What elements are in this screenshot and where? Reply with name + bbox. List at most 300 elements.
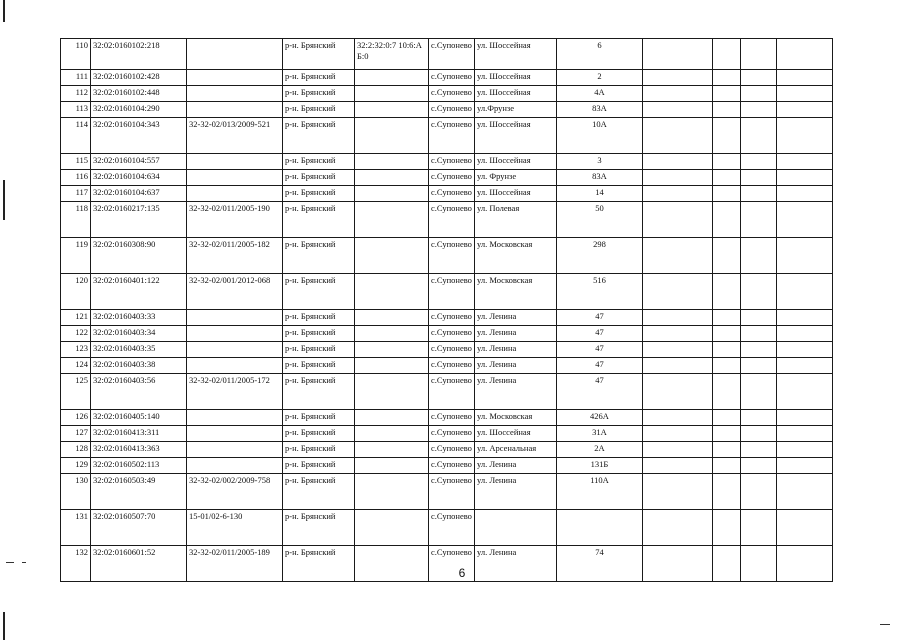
settlement-cell: с.Супонево (429, 186, 475, 202)
empty-cell-cell (777, 458, 833, 474)
empty-cell-cell (713, 326, 741, 342)
empty-cell-cell (777, 358, 833, 374)
house-number-cell: 14 (557, 186, 643, 202)
cadastral-number-cell: 32:02:0160405:140 (91, 410, 187, 426)
row-number-cell: 110 (61, 39, 91, 70)
street-cell: ул. Шоссейная (475, 39, 557, 70)
district-cell: р-н. Брянский (283, 310, 355, 326)
empty-cell-cell (741, 310, 777, 326)
empty-cell-cell (741, 154, 777, 170)
registration-number-cell: 32-32-02/011/2005-182 (187, 238, 283, 274)
object-code-cell (355, 274, 429, 310)
empty-cell-cell (643, 510, 713, 546)
empty-cell-cell (713, 474, 741, 510)
house-number-cell: 110А (557, 474, 643, 510)
empty-cell-cell (643, 86, 713, 102)
empty-cell-cell (643, 326, 713, 342)
empty-cell-cell (777, 426, 833, 442)
row-number-cell: 122 (61, 326, 91, 342)
empty-cell-cell (713, 274, 741, 310)
registration-number-cell: 32-32-02/011/2005-172 (187, 374, 283, 410)
cadastral-number-cell: 32:02:0160503:49 (91, 474, 187, 510)
empty-cell-cell (643, 474, 713, 510)
settlement-cell: с.Супонево (429, 326, 475, 342)
registration-number-cell: 32-32-02/001/2012-068 (187, 274, 283, 310)
street-cell: ул. Шоссейная (475, 186, 557, 202)
cadastral-number-cell: 32:02:0160104:637 (91, 186, 187, 202)
empty-cell-cell (777, 326, 833, 342)
table-row (61, 342, 833, 358)
table-row (61, 358, 833, 374)
empty-cell-cell (643, 238, 713, 274)
row-number-cell: 113 (61, 102, 91, 118)
cadastral-number-cell: 32:02:0160403:33 (91, 310, 187, 326)
district-cell: р-н. Брянский (283, 326, 355, 342)
empty-cell-cell (713, 310, 741, 326)
house-number-cell: 2 (557, 70, 643, 86)
empty-cell-cell (741, 102, 777, 118)
empty-cell-cell (713, 186, 741, 202)
row-number-cell: 128 (61, 442, 91, 458)
district-cell: р-н. Брянский (283, 170, 355, 186)
empty-cell-cell (777, 474, 833, 510)
empty-cell-cell (713, 374, 741, 410)
district-cell: р-н. Брянский (283, 510, 355, 546)
object-code-cell (355, 202, 429, 238)
object-code-cell (355, 374, 429, 410)
district-cell: р-н. Брянский (283, 86, 355, 102)
settlement-cell: с.Супонево (429, 342, 475, 358)
row-number-cell: 121 (61, 310, 91, 326)
cadastral-number-cell: 32:02:0160104:634 (91, 170, 187, 186)
cadastral-number-cell: 32:02:0160601:52 (91, 546, 187, 582)
cadastral-number-cell: 32:02:0160502:113 (91, 458, 187, 474)
object-code-cell (355, 326, 429, 342)
empty-cell-cell (777, 274, 833, 310)
empty-cell-cell (777, 310, 833, 326)
district-cell: р-н. Брянский (283, 274, 355, 310)
registration-number-cell (187, 426, 283, 442)
empty-cell-cell (643, 310, 713, 326)
empty-cell-cell (741, 170, 777, 186)
settlement-cell: с.Супонево (429, 86, 475, 102)
empty-cell-cell (777, 442, 833, 458)
row-number-cell: 118 (61, 202, 91, 238)
house-number-cell: 298 (557, 238, 643, 274)
empty-cell-cell (713, 170, 741, 186)
table-row (61, 70, 833, 86)
object-code-cell (355, 426, 429, 442)
empty-cell-cell (777, 70, 833, 86)
street-cell: ул. Ленина (475, 326, 557, 342)
empty-cell-cell (643, 70, 713, 86)
empty-cell-cell (643, 274, 713, 310)
row-number-cell: 116 (61, 170, 91, 186)
settlement-cell: с.Супонево (429, 70, 475, 86)
registration-number-cell (187, 458, 283, 474)
empty-cell-cell (713, 342, 741, 358)
object-code-cell (355, 70, 429, 86)
object-code-cell (355, 102, 429, 118)
object-code-cell: 32:2:32:0:7 10:6:АБ:0 (355, 39, 429, 70)
empty-cell-cell (777, 102, 833, 118)
scan-speck (22, 562, 26, 563)
registration-number-cell (187, 410, 283, 426)
object-code-cell (355, 118, 429, 154)
object-code-cell (355, 170, 429, 186)
district-cell: р-н. Брянский (283, 39, 355, 70)
empty-cell-cell (777, 170, 833, 186)
street-cell: ул. Ленина (475, 474, 557, 510)
house-number-cell (557, 510, 643, 546)
settlement-cell: с.Супонево (429, 310, 475, 326)
empty-cell-cell (777, 118, 833, 154)
empty-cell-cell (741, 546, 777, 582)
empty-cell-cell (643, 102, 713, 118)
empty-cell-cell (713, 118, 741, 154)
row-number-cell: 111 (61, 70, 91, 86)
settlement-cell: с.Супонево (429, 39, 475, 70)
cadastral-number-cell: 32:02:0160102:428 (91, 70, 187, 86)
empty-cell-cell (643, 186, 713, 202)
empty-cell-cell (713, 426, 741, 442)
cadastral-number-cell: 32:02:0160308:90 (91, 238, 187, 274)
empty-cell-cell (741, 86, 777, 102)
street-cell: ул. Шоссейная (475, 70, 557, 86)
table-row (61, 238, 833, 274)
empty-cell-cell (741, 274, 777, 310)
district-cell: р-н. Брянский (283, 426, 355, 442)
object-code-cell (355, 546, 429, 582)
page-number: 6 (458, 566, 466, 580)
empty-cell-cell (713, 546, 741, 582)
register-rows (61, 39, 833, 582)
house-number-cell: 50 (557, 202, 643, 238)
settlement-cell: с.Супонево (429, 474, 475, 510)
table-row (61, 474, 833, 510)
empty-cell-cell (777, 410, 833, 426)
cadastral-number-cell: 32:02:0160413:363 (91, 442, 187, 458)
empty-cell-cell (777, 546, 833, 582)
empty-cell-cell (777, 202, 833, 238)
object-code-cell (355, 86, 429, 102)
object-code-cell (355, 358, 429, 374)
settlement-cell: с.Супонево (429, 546, 475, 582)
table-row (61, 86, 833, 102)
street-cell: ул. Арсенальная (475, 442, 557, 458)
district-cell: р-н. Брянский (283, 342, 355, 358)
house-number-cell: 47 (557, 358, 643, 374)
empty-cell-cell (741, 510, 777, 546)
row-number-cell: 125 (61, 374, 91, 410)
cadastral-number-cell: 32:02:0160507:70 (91, 510, 187, 546)
registration-number-cell (187, 310, 283, 326)
settlement-cell: с.Супонево (429, 274, 475, 310)
registration-number-cell (187, 154, 283, 170)
row-number-cell: 129 (61, 458, 91, 474)
registration-number-cell: 32-32-02/013/2009-521 (187, 118, 283, 154)
object-code-cell (355, 410, 429, 426)
row-number-cell: 112 (61, 86, 91, 102)
cadastral-number-cell: 32:02:0160102:218 (91, 39, 187, 70)
cadastral-number-cell: 32:02:0160102:448 (91, 86, 187, 102)
house-number-cell: 31А (557, 426, 643, 442)
row-number-cell: 120 (61, 274, 91, 310)
scan-margin-mark (3, 0, 5, 22)
settlement-cell: с.Супонево (429, 102, 475, 118)
house-number-cell: 4А (557, 86, 643, 102)
empty-cell-cell (777, 510, 833, 546)
cadastral-number-cell: 32:02:0160104:290 (91, 102, 187, 118)
street-cell: ул. Ленина (475, 310, 557, 326)
empty-cell-cell (741, 326, 777, 342)
empty-cell-cell (643, 426, 713, 442)
table-row (61, 458, 833, 474)
district-cell: р-н. Брянский (283, 458, 355, 474)
row-number-cell: 119 (61, 238, 91, 274)
registration-number-cell (187, 86, 283, 102)
row-number-cell: 115 (61, 154, 91, 170)
settlement-cell: с.Супонево (429, 238, 475, 274)
district-cell: р-н. Брянский (283, 410, 355, 426)
house-number-cell: 2А (557, 442, 643, 458)
empty-cell-cell (643, 118, 713, 154)
street-cell: ул. Московская (475, 274, 557, 310)
empty-cell-cell (643, 442, 713, 458)
row-number-cell: 131 (61, 510, 91, 546)
empty-cell-cell (777, 186, 833, 202)
street-cell: ул. Фрунзе (475, 170, 557, 186)
empty-cell-cell (713, 154, 741, 170)
table-row (61, 118, 833, 154)
district-cell: р-н. Брянский (283, 546, 355, 582)
registration-number-cell: 32-32-02/002/2009-758 (187, 474, 283, 510)
registration-number-cell (187, 442, 283, 458)
empty-cell-cell (741, 442, 777, 458)
scan-speck (880, 624, 890, 625)
empty-cell-cell (713, 102, 741, 118)
street-cell: ул. Ленина (475, 342, 557, 358)
empty-cell-cell (777, 238, 833, 274)
empty-cell-cell (741, 39, 777, 70)
house-number-cell: 131Б (557, 458, 643, 474)
empty-cell-cell (741, 202, 777, 238)
settlement-cell: с.Супонево (429, 358, 475, 374)
scan-margin-mark (3, 180, 5, 220)
district-cell: р-н. Брянский (283, 202, 355, 238)
empty-cell-cell (777, 374, 833, 410)
scan-margin-mark (3, 612, 5, 640)
district-cell: р-н. Брянский (283, 442, 355, 458)
district-cell: р-н. Брянский (283, 102, 355, 118)
table-row (61, 374, 833, 410)
registration-number-cell (187, 186, 283, 202)
street-cell: ул. Шоссейная (475, 118, 557, 154)
row-number-cell: 124 (61, 358, 91, 374)
empty-cell-cell (741, 458, 777, 474)
table-row (61, 310, 833, 326)
cadastral-number-cell: 32:02:0160104:557 (91, 154, 187, 170)
scan-speck (6, 562, 14, 563)
row-number-cell: 117 (61, 186, 91, 202)
table-row (61, 410, 833, 426)
house-number-cell: 47 (557, 326, 643, 342)
table-row (61, 202, 833, 238)
street-cell: ул. Шоссейная (475, 426, 557, 442)
house-number-cell: 426А (557, 410, 643, 426)
empty-cell-cell (643, 39, 713, 70)
empty-cell-cell (713, 202, 741, 238)
settlement-cell: с.Супонево (429, 170, 475, 186)
district-cell: р-н. Брянский (283, 474, 355, 510)
table-row (61, 546, 833, 582)
empty-cell-cell (643, 458, 713, 474)
settlement-cell: с.Супонево (429, 154, 475, 170)
row-number-cell: 114 (61, 118, 91, 154)
empty-cell-cell (741, 410, 777, 426)
row-number-cell: 132 (61, 546, 91, 582)
cadastral-number-cell: 32:02:0160217:135 (91, 202, 187, 238)
house-number-cell: 74 (557, 546, 643, 582)
district-cell: р-н. Брянский (283, 374, 355, 410)
empty-cell-cell (777, 154, 833, 170)
object-code-cell (355, 154, 429, 170)
empty-cell-cell (643, 170, 713, 186)
house-number-cell: 47 (557, 310, 643, 326)
cadastral-number-cell: 32:02:0160403:56 (91, 374, 187, 410)
empty-cell-cell (741, 342, 777, 358)
street-cell: ул. Ленина (475, 358, 557, 374)
object-code-cell (355, 186, 429, 202)
empty-cell-cell (741, 426, 777, 442)
row-number-cell: 130 (61, 474, 91, 510)
row-number-cell: 126 (61, 410, 91, 426)
table-row (61, 39, 833, 70)
register-table (60, 38, 833, 582)
empty-cell-cell (741, 374, 777, 410)
empty-cell-cell (777, 342, 833, 358)
empty-cell-cell (643, 374, 713, 410)
settlement-cell: с.Супонево (429, 458, 475, 474)
object-code-cell (355, 310, 429, 326)
empty-cell-cell (777, 39, 833, 70)
street-cell: ул. Ленина (475, 458, 557, 474)
table-row (61, 442, 833, 458)
street-cell: ул.Фрунзе (475, 102, 557, 118)
object-code-cell (355, 474, 429, 510)
settlement-cell: с.Супонево (429, 410, 475, 426)
house-number-cell: 83А (557, 102, 643, 118)
house-number-cell: 83А (557, 170, 643, 186)
empty-cell-cell (713, 358, 741, 374)
settlement-cell: с.Супонево (429, 426, 475, 442)
house-number-cell: 516 (557, 274, 643, 310)
empty-cell-cell (643, 342, 713, 358)
cadastral-number-cell: 32:02:0160401:122 (91, 274, 187, 310)
empty-cell-cell (713, 442, 741, 458)
cadastral-number-cell: 32:02:0160413:311 (91, 426, 187, 442)
empty-cell-cell (643, 358, 713, 374)
district-cell: р-н. Брянский (283, 118, 355, 154)
registration-number-cell: 32-32-02/011/2005-190 (187, 202, 283, 238)
table-row (61, 426, 833, 442)
table-row (61, 326, 833, 342)
empty-cell-cell (713, 510, 741, 546)
house-number-cell: 6 (557, 39, 643, 70)
street-cell: ул. Полевая (475, 202, 557, 238)
house-number-cell: 10А (557, 118, 643, 154)
house-number-cell: 47 (557, 342, 643, 358)
registration-number-cell (187, 102, 283, 118)
empty-cell-cell (713, 238, 741, 274)
registration-number-cell (187, 70, 283, 86)
row-number-cell: 123 (61, 342, 91, 358)
empty-cell-cell (713, 410, 741, 426)
empty-cell-cell (713, 70, 741, 86)
registration-number-cell (187, 342, 283, 358)
empty-cell-cell (713, 39, 741, 70)
empty-cell-cell (713, 458, 741, 474)
register-table-container (60, 38, 833, 582)
registration-number-cell: 15-01/02-6-130 (187, 510, 283, 546)
settlement-cell: с.Супонево (429, 510, 475, 546)
empty-cell-cell (741, 186, 777, 202)
table-row (61, 170, 833, 186)
street-cell (475, 510, 557, 546)
district-cell: р-н. Брянский (283, 238, 355, 274)
street-cell: ул. Ленина (475, 374, 557, 410)
house-number-cell: 3 (557, 154, 643, 170)
settlement-cell: с.Супонево (429, 442, 475, 458)
object-code-cell (355, 458, 429, 474)
district-cell: р-н. Брянский (283, 70, 355, 86)
empty-cell-cell (741, 118, 777, 154)
table-row (61, 274, 833, 310)
registration-number-cell (187, 358, 283, 374)
empty-cell-cell (741, 474, 777, 510)
cadastral-number-cell: 32:02:0160104:343 (91, 118, 187, 154)
empty-cell-cell (713, 86, 741, 102)
table-row (61, 154, 833, 170)
empty-cell-cell (643, 410, 713, 426)
row-number-cell: 127 (61, 426, 91, 442)
settlement-cell: с.Супонево (429, 202, 475, 238)
district-cell: р-н. Брянский (283, 186, 355, 202)
cadastral-number-cell: 32:02:0160403:38 (91, 358, 187, 374)
empty-cell-cell (643, 546, 713, 582)
street-cell: ул. Ленина (475, 546, 557, 582)
settlement-cell: с.Супонево (429, 118, 475, 154)
table-row (61, 510, 833, 546)
street-cell: ул. Шоссейная (475, 86, 557, 102)
district-cell: р-н. Брянский (283, 358, 355, 374)
object-code-cell (355, 510, 429, 546)
house-number-cell: 47 (557, 374, 643, 410)
street-cell: ул. Шоссейная (475, 154, 557, 170)
registration-number-cell (187, 326, 283, 342)
table-row (61, 102, 833, 118)
street-cell: ул. Московская (475, 410, 557, 426)
district-cell: р-н. Брянский (283, 154, 355, 170)
object-code-cell (355, 238, 429, 274)
registration-number-cell (187, 170, 283, 186)
empty-cell-cell (643, 202, 713, 238)
street-cell: ул. Московская (475, 238, 557, 274)
table-row (61, 186, 833, 202)
cadastral-number-cell: 32:02:0160403:34 (91, 326, 187, 342)
empty-cell-cell (741, 358, 777, 374)
settlement-cell: с.Супонево (429, 374, 475, 410)
